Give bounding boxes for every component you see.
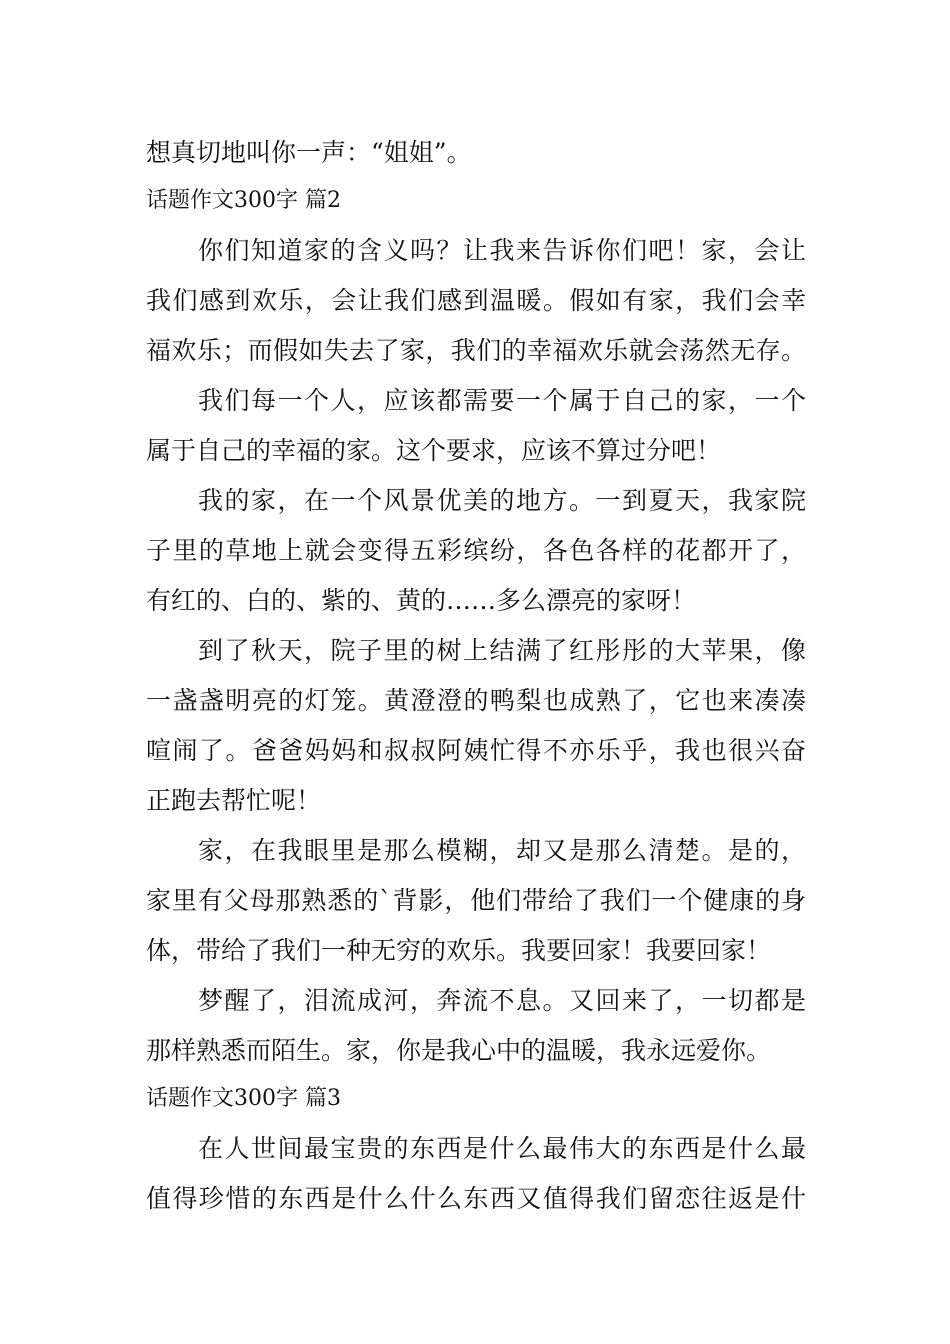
paragraph-line: 子里的草地上就会变得五彩缤纷，各色各样的花都开了， xyxy=(146,536,806,565)
paragraph-line: 那样熟悉而陌生。家，你是我心中的温暖，我永远爱你。 xyxy=(146,1036,772,1065)
paragraph-line: 我的家，在一个风景优美的地方。一到夏天，我家院 xyxy=(198,486,806,515)
paragraph-line: 家，在我眼里是那么模糊，却又是那么清楚。是的， xyxy=(198,836,806,865)
paragraph-line: 到了秋天，院子里的树上结满了红彤彤的大苹果，像 xyxy=(198,636,806,665)
paragraph-line: 正跑去帮忙呢！ xyxy=(146,786,322,815)
paragraph-line: 我们感到欢乐，会让我们感到温暖。假如有家，我们会幸 xyxy=(146,286,806,315)
section-heading: 话题作文300字 篇2 xyxy=(146,188,341,213)
paragraph-line: 属于自己的幸福的家。这个要求，应该不算过分吧！ xyxy=(146,436,722,465)
paragraph-line: 有红的、白的、紫的、黄的……多么漂亮的家呀！ xyxy=(146,586,697,615)
paragraph-line: 我们每一个人，应该都需要一个属于自己的家，一个 xyxy=(198,386,806,415)
paragraph-line: 梦醒了，泪流成河，奔流不息。又回来了，一切都是 xyxy=(198,986,806,1015)
paragraph-line: 体，带给了我们一种无穷的欢乐。我要回家！我要回家！ xyxy=(146,936,772,965)
text-line: 想真切地叫你一声：“姐姐”。 xyxy=(146,138,472,167)
paragraph-line: 家里有父母那熟悉的`背影，他们带给了我们一个健康的身 xyxy=(146,886,806,915)
paragraph-line: 你们知道家的含义吗？让我来告诉你们吧！家，会让 xyxy=(198,236,806,265)
section-heading: 话题作文300字 篇3 xyxy=(146,1086,341,1111)
paragraph-line: 在人世间最宝贵的东西是什么最伟大的东西是什么最 xyxy=(198,1134,806,1163)
paragraph-line: 值得珍惜的东西是什么什么东西又值得我们留恋往返是什 xyxy=(146,1184,806,1213)
paragraph-line: 一盏盏明亮的灯笼。黄澄澄的鸭梨也成熟了，它也来凑凑 xyxy=(146,686,806,715)
paragraph-line: 福欢乐；而假如失去了家，我们的幸福欢乐就会荡然无存。 xyxy=(146,336,806,365)
paragraph-line: 喧闹了。爸爸妈妈和叔叔阿姨忙得不亦乐乎，我也很兴奋 xyxy=(146,736,806,765)
